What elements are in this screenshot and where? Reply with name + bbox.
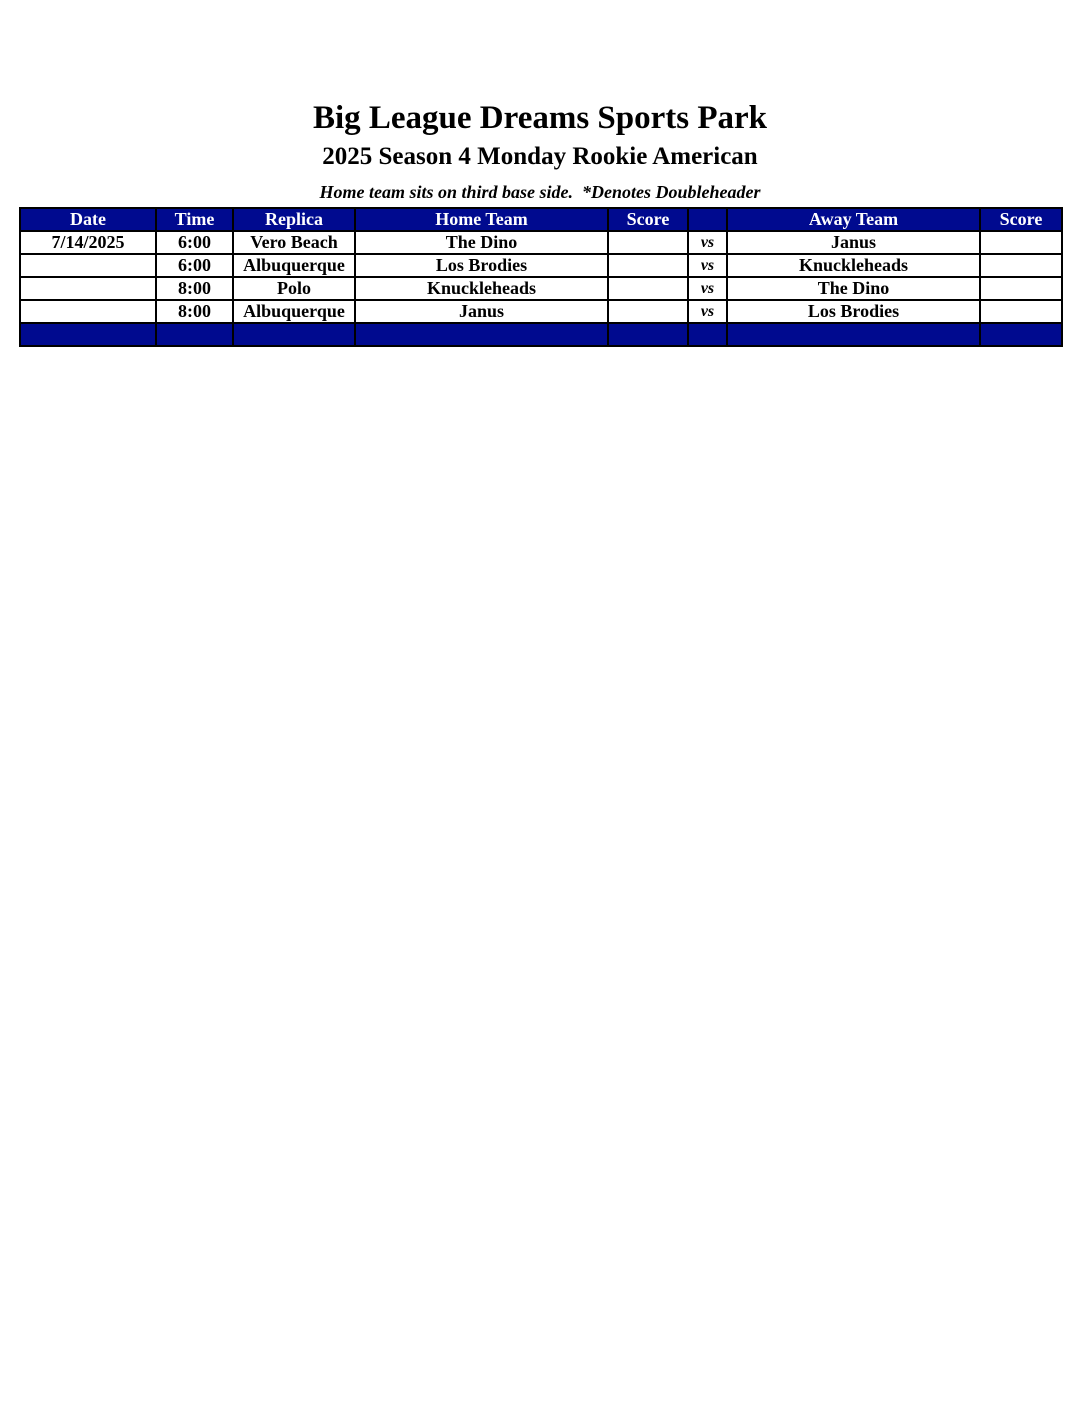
- page-subtitle: 2025 Season 4 Monday Rookie American: [322, 143, 758, 170]
- schedule-table: [19, 207, 1063, 347]
- cell-home-score: [608, 231, 688, 254]
- cell-replica: Vero Beach: [233, 231, 355, 254]
- cell-home-team: The Dino: [355, 231, 608, 254]
- cell-home-team: Knuckleheads: [355, 277, 608, 300]
- cell-replica: Polo: [233, 277, 355, 300]
- cell-home-score: [608, 254, 688, 277]
- footer-cell: [233, 323, 355, 346]
- cell-date: [20, 277, 156, 300]
- cell-away-score: [980, 231, 1062, 254]
- cell-time: 8:00: [156, 277, 233, 300]
- cell-home-score: [608, 300, 688, 323]
- table-row: [20, 254, 1062, 277]
- cell-replica: Albuquerque: [233, 300, 355, 323]
- footer-cell: [355, 323, 608, 346]
- column-header-home-team: Home Team: [355, 208, 608, 231]
- cell-vs: vs: [688, 231, 727, 254]
- cell-away-team: Knuckleheads: [727, 254, 980, 277]
- cell-away-team: The Dino: [727, 277, 980, 300]
- column-header-home-score: Score: [608, 208, 688, 231]
- cell-time: 6:00: [156, 254, 233, 277]
- column-header-time: Time: [156, 208, 233, 231]
- cell-vs: vs: [688, 277, 727, 300]
- footer-cell: [20, 323, 156, 346]
- page-note: Home team sits on third base side. *Denotes Doubleheader: [319, 182, 761, 202]
- page-title: Big League Dreams Sports Park: [312, 100, 768, 136]
- cell-home-score: [608, 277, 688, 300]
- cell-vs: vs: [688, 254, 727, 277]
- cell-away-score: [980, 254, 1062, 277]
- column-header-replica: Replica: [233, 208, 355, 231]
- cell-home-team: Janus: [355, 300, 608, 323]
- cell-date: 7/14/2025: [20, 231, 156, 254]
- cell-away-team: Los Brodies: [727, 300, 980, 323]
- cell-replica: Albuquerque: [233, 254, 355, 277]
- cell-date: [20, 300, 156, 323]
- footer-cell: [980, 323, 1062, 346]
- footer-cell: [608, 323, 688, 346]
- cell-vs: vs: [688, 300, 727, 323]
- cell-away-team: Janus: [727, 231, 980, 254]
- table-row: [20, 277, 1062, 300]
- cell-time: 8:00: [156, 300, 233, 323]
- cell-away-score: [980, 300, 1062, 323]
- column-header-date: Date: [20, 208, 156, 231]
- table-row: [20, 231, 1062, 254]
- cell-away-score: [980, 277, 1062, 300]
- cell-home-team: Los Brodies: [355, 254, 608, 277]
- table-row: [20, 300, 1062, 323]
- cell-date: [20, 254, 156, 277]
- table-header-row: [20, 208, 1062, 231]
- footer-cell: [727, 323, 980, 346]
- footer-cell: [688, 323, 727, 346]
- column-header-vs: [688, 208, 727, 231]
- footer-cell: [156, 323, 233, 346]
- cell-time: 6:00: [156, 231, 233, 254]
- column-header-away-team: Away Team: [727, 208, 980, 231]
- column-header-away-score: Score: [980, 208, 1062, 231]
- table-footer-band: [20, 323, 1062, 346]
